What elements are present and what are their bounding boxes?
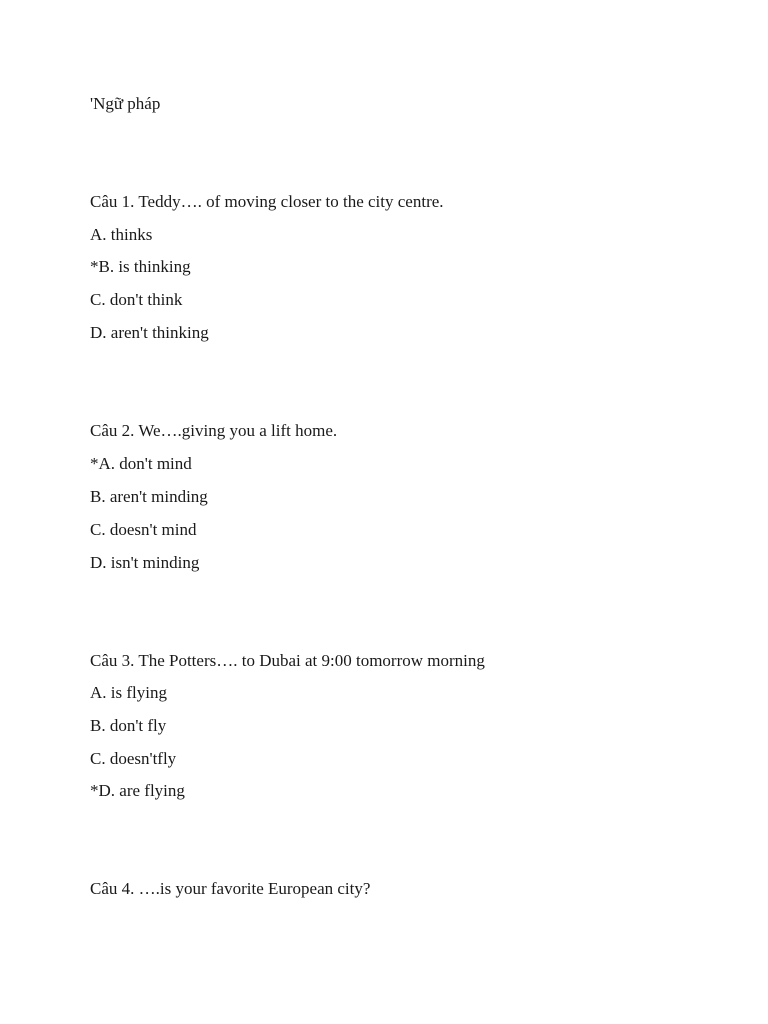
answer-option: A. thinks	[90, 225, 153, 244]
answer-option: D. isn't minding	[90, 553, 200, 572]
answer-option: B. aren't minding	[90, 487, 208, 506]
question-prompt: Câu 2. We….giving you a lift home.	[90, 421, 338, 440]
answer-option: A. is flying	[90, 683, 167, 702]
answer-option: *A. don't mind	[90, 454, 192, 473]
question-prompt: Câu 4. ….is your favorite European city?	[90, 879, 371, 898]
answer-option: *B. is thinking	[90, 257, 191, 276]
answer-option: *D. are flying	[90, 781, 185, 800]
answer-option: C. doesn't mind	[90, 520, 197, 539]
document-heading: 'Ngữ pháp	[90, 94, 161, 113]
answer-option: C. don't think	[90, 290, 183, 309]
question-prompt: Câu 1. Teddy…. of moving closer to the city centre.	[90, 192, 444, 211]
answer-option: D. aren't thinking	[90, 323, 209, 342]
answer-option: B. don't fly	[90, 716, 167, 735]
answer-option: C. doesn'tfly	[90, 749, 177, 768]
question-prompt: Câu 3. The Potters…. to Dubai at 9:00 tomorrow morning	[90, 651, 485, 670]
